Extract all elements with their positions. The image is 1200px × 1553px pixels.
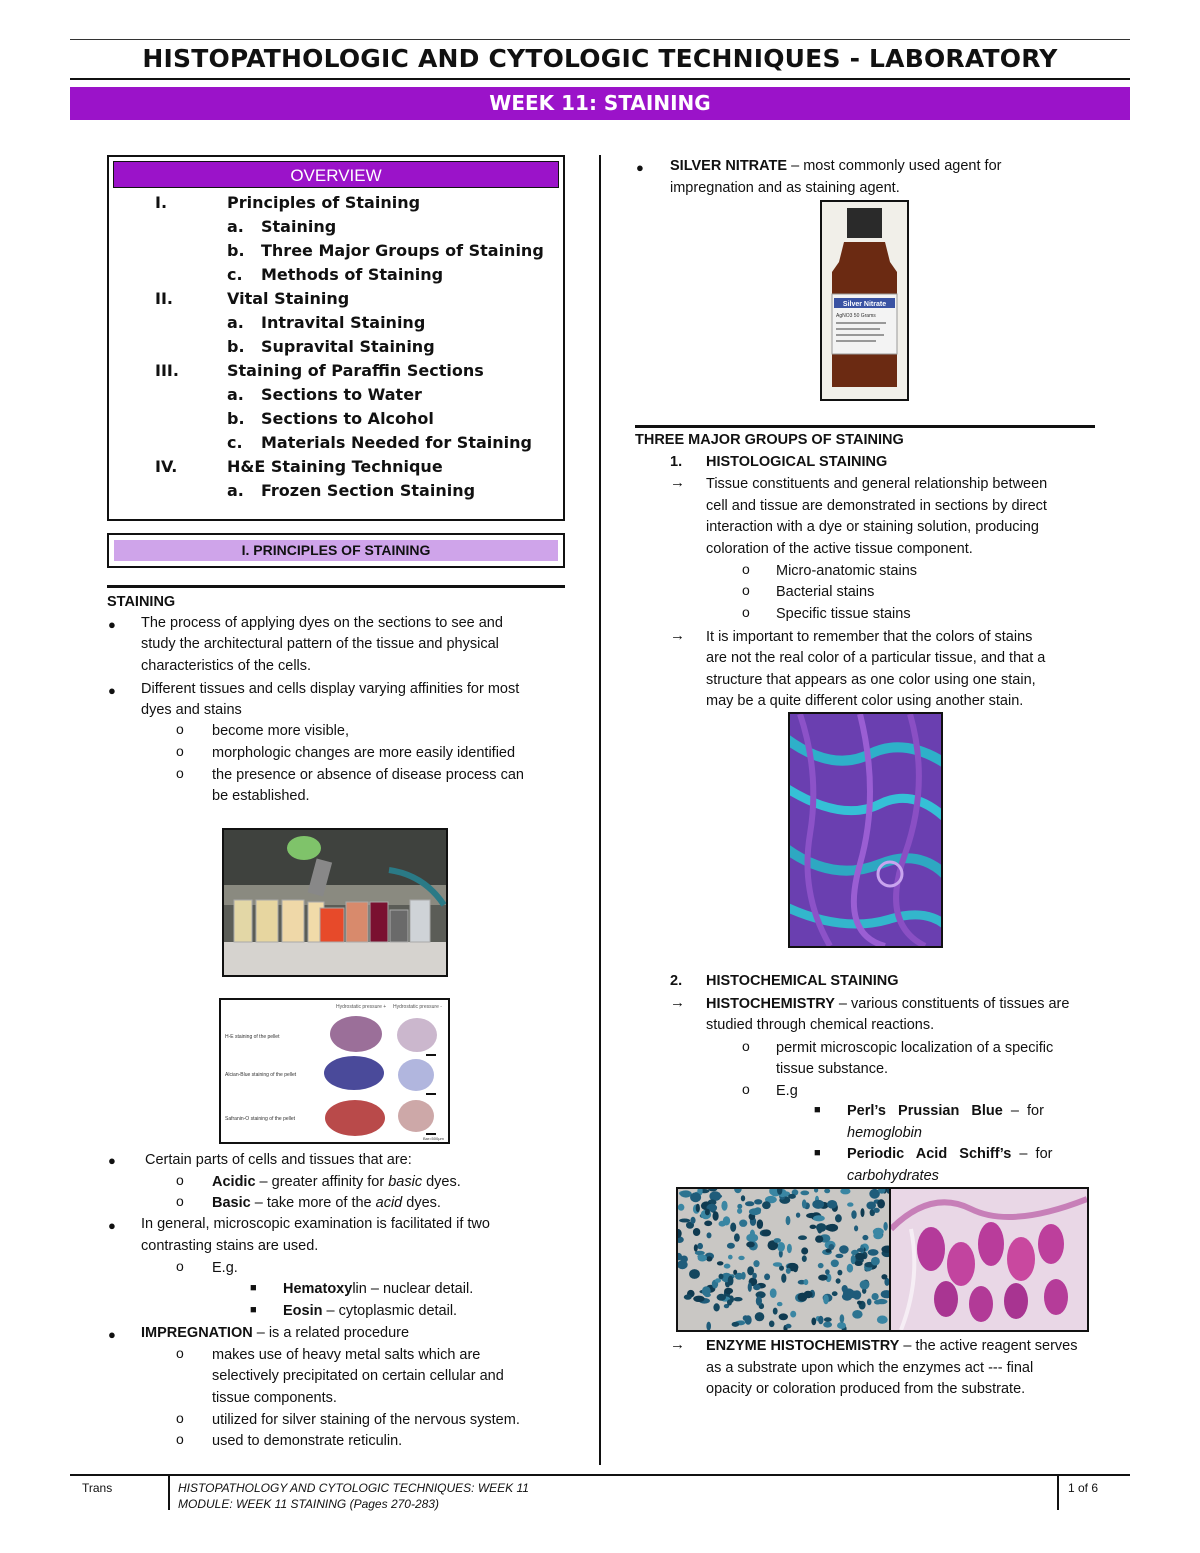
- histochemistry-text: HISTOCHEMISTRY – various constituents of tissues are: [706, 996, 1070, 1012]
- hematoxylin-text: Hematoxylin – nuclear detail.: [283, 1281, 474, 1297]
- overview-item-label: Principles of Staining: [227, 193, 421, 212]
- eg-text: E.g.: [212, 1260, 238, 1276]
- stained-cell: [847, 1264, 853, 1273]
- stained-cell: [752, 1273, 757, 1279]
- stained-cell: [785, 1324, 791, 1329]
- circle-bullet-icon: o: [742, 1081, 750, 1097]
- stained-cell: [694, 1244, 698, 1251]
- stained-cell: [796, 1213, 800, 1218]
- stained-cell: [815, 1235, 823, 1242]
- stained-cell: [844, 1289, 848, 1297]
- overview-item: [109, 359, 563, 383]
- stained-cell: [738, 1256, 744, 1260]
- stained-cell: [693, 1228, 700, 1236]
- circle-bullet-icon: o: [742, 604, 750, 620]
- overview-heading: OVERVIEW: [113, 161, 559, 188]
- stained-cell: [737, 1208, 742, 1214]
- pas-target: carbohydrates: [847, 1168, 939, 1184]
- sub-bullet-text: selectively precipitated on certain cellular and: [212, 1368, 504, 1384]
- stained-cell: [745, 1315, 752, 1325]
- stained-cell: [684, 1294, 692, 1299]
- sub-bullet-text: Micro-anatomic stains: [776, 563, 918, 579]
- stained-cell: [690, 1192, 701, 1202]
- bullet-text: In general, microscopic examination is facilitated if two: [141, 1216, 490, 1232]
- overview-item: [109, 263, 563, 287]
- sub-bullet-text: Bacterial stains: [776, 584, 875, 600]
- stained-cell: [800, 1191, 809, 1196]
- stained-cell: [835, 1214, 842, 1222]
- eg-text: E.g: [776, 1083, 798, 1099]
- stained-cell: [711, 1194, 722, 1199]
- stained-cell: [773, 1308, 778, 1315]
- section-heading-box: [107, 533, 565, 568]
- stained-cell: [881, 1274, 887, 1279]
- enzyme-text: ENZYME HISTOCHEMISTRY – the active reagent serves: [706, 1338, 1078, 1354]
- pas-micrograph: [889, 1187, 1089, 1332]
- stained-cell: [689, 1269, 700, 1279]
- stained-cell: [774, 1238, 781, 1243]
- stained-cell: [713, 1303, 719, 1311]
- bullet-text: Certain parts of cells and tissues that are:: [145, 1152, 412, 1168]
- stained-cell: [715, 1278, 721, 1283]
- pas-image: [891, 1189, 1087, 1330]
- stained-cell: [697, 1243, 703, 1249]
- note-text: It is important to remember that the colors of stains: [706, 629, 1033, 645]
- stained-cell: [804, 1291, 813, 1298]
- bullet-text: characteristics of the cells.: [141, 658, 312, 674]
- bullet-text: The process of applying dyes on the sections to see and: [141, 615, 503, 631]
- sub-bullet-text: become more visible,: [212, 723, 349, 739]
- stained-cell: [769, 1321, 775, 1328]
- stained-cell: [857, 1248, 864, 1252]
- bullet-icon: ●: [636, 160, 644, 175]
- stained-cell: [816, 1223, 826, 1232]
- overview-item-label: Methods of Staining: [261, 265, 444, 284]
- overview-item-number: c.: [227, 265, 243, 284]
- perls-target: hemoglobin: [847, 1125, 922, 1141]
- histological-text: cell and tissue are demonstrated in sections by direct: [706, 498, 1047, 514]
- stained-cell: [818, 1316, 823, 1325]
- overview-box: [107, 155, 565, 521]
- overview-item-number: a.: [227, 385, 244, 404]
- stained-cell: [854, 1225, 858, 1231]
- footer-divider: [168, 1476, 170, 1510]
- prussian-blue-image: [678, 1189, 889, 1330]
- stained-cell: [802, 1255, 807, 1262]
- stained-cell: [739, 1220, 747, 1227]
- stained-cell: [832, 1291, 838, 1296]
- overview-item-number: c.: [227, 433, 243, 452]
- pellet-label: Hydrostatic pressure +: [336, 1004, 387, 1010]
- right-arrow-icon: →: [670, 1336, 685, 1353]
- pellet-staining-image: [221, 1000, 448, 1142]
- stained-cell: [855, 1253, 866, 1260]
- perls-text: Perl’s Prussian Blue – for: [847, 1103, 1044, 1119]
- bottle-label: Silver Nitrate: [842, 301, 887, 308]
- stained-cell: [779, 1313, 788, 1320]
- circle-bullet-icon: o: [742, 582, 750, 598]
- circle-bullet-icon: o: [176, 1193, 184, 1209]
- list-number: 1.: [670, 454, 683, 470]
- stained-cell: [818, 1263, 824, 1268]
- stained-cell: [706, 1256, 712, 1261]
- stained-cell: [704, 1293, 711, 1297]
- sub-bullet-text: permit microscopic localization of a specific: [776, 1040, 1054, 1056]
- section-heading: I. PRINCIPLES OF STAINING: [114, 540, 558, 561]
- section-rule: [107, 585, 565, 588]
- three-groups-heading: THREE MAJOR GROUPS OF STAINING: [635, 432, 904, 448]
- overview-list: [109, 191, 563, 503]
- circle-bullet-icon: o: [176, 721, 184, 737]
- sub-bullet-text: be established.: [212, 788, 310, 804]
- stained-cell: [883, 1222, 887, 1231]
- pellet-label: Safranin-O staining of the pellet: [225, 1116, 296, 1122]
- bullet-icon: ●: [108, 1327, 116, 1342]
- histochemistry-text: studied through chemical reactions.: [706, 1017, 935, 1033]
- histological-text: coloration of the active tissue component.: [706, 541, 973, 557]
- overview-item-number: b.: [227, 409, 245, 428]
- stained-cell: [825, 1224, 837, 1231]
- overview-item: [109, 287, 563, 311]
- stained-cell: [825, 1269, 830, 1275]
- overview-item: [109, 431, 563, 455]
- stained-cell: [876, 1299, 887, 1304]
- square-bullet-icon: ■: [814, 1104, 821, 1116]
- pas-text: Periodic Acid Schiff’s – for: [847, 1146, 1053, 1162]
- overview-item-number: IV.: [155, 457, 178, 476]
- overview-item: [109, 215, 563, 239]
- column-divider: [599, 155, 601, 1465]
- footer-rule: [70, 1474, 1130, 1476]
- overview-item-label: H&E Staining Technique: [227, 457, 443, 476]
- stained-cell: [860, 1280, 870, 1289]
- enzyme-text: opacity or coloration produced from the substrate.: [706, 1381, 1026, 1397]
- prussian-blue-micrograph: [676, 1187, 891, 1332]
- page-number: 1 of 6: [1068, 1481, 1099, 1495]
- stained-cell: [734, 1233, 740, 1241]
- silver-nitrate-text: impregnation and as staining agent.: [670, 180, 900, 196]
- pellet-label: Hydrostatic pressure -: [393, 1004, 442, 1010]
- stained-cell: [728, 1276, 734, 1286]
- note-text: structure that appears as one color using one stain,: [706, 672, 1036, 688]
- stained-cell: [811, 1318, 816, 1326]
- stained-cell: [871, 1257, 880, 1266]
- stained-cell: [748, 1283, 752, 1292]
- stained-cell: [678, 1204, 684, 1211]
- stained-cell: [755, 1312, 765, 1321]
- footer-module: MODULE: WEEK 11 STAINING (Pages 270-283): [178, 1497, 439, 1511]
- stained-cell: [679, 1219, 690, 1223]
- document-title: HISTOPATHOLOGIC AND CYTOLOGIC TECHNIQUES - LABORATORY: [142, 44, 1058, 73]
- acidic-text: Acidic – greater affinity for basic dyes.: [212, 1174, 461, 1190]
- sub-bullet-text: Specific tissue stains: [776, 606, 911, 622]
- stained-cell: [868, 1249, 879, 1256]
- stained-cell: [847, 1202, 853, 1206]
- stained-cell: [727, 1299, 732, 1305]
- overview-item-label: Sections to Water: [261, 385, 422, 404]
- right-arrow-icon: →: [670, 994, 685, 1011]
- circle-bullet-icon: o: [176, 1172, 184, 1188]
- circle-bullet-icon: o: [176, 1410, 184, 1426]
- stained-cell: [855, 1261, 863, 1266]
- stained-cell: [757, 1219, 763, 1229]
- staining-jars-image: [224, 830, 446, 975]
- stained-cell: [762, 1201, 771, 1209]
- note-text: may be a quite different color using another stain.: [706, 693, 1024, 709]
- stained-cell: [839, 1245, 849, 1254]
- stained-cell: [764, 1274, 770, 1281]
- stained-cell: [680, 1190, 692, 1197]
- overview-item-label: Sections to Alcohol: [261, 409, 434, 428]
- footer-trans: Trans: [82, 1481, 113, 1495]
- bullet-icon: ●: [108, 683, 116, 698]
- stained-cell: [704, 1221, 712, 1227]
- sub-bullet-text: the presence or absence of disease process can: [212, 767, 524, 783]
- stained-cell: [836, 1278, 841, 1283]
- micrograph-image: [790, 714, 941, 946]
- stained-cell: [877, 1199, 885, 1208]
- circle-bullet-icon: o: [176, 765, 184, 781]
- stained-cell: [786, 1268, 791, 1274]
- stained-cell: [818, 1275, 827, 1281]
- bottle-image: [822, 202, 907, 399]
- stained-cell: [861, 1208, 865, 1217]
- stained-cell: [813, 1215, 825, 1221]
- stained-cell: [735, 1273, 743, 1280]
- overview-item-number: I.: [155, 193, 168, 212]
- stained-cell: [733, 1297, 742, 1301]
- stained-cell: [827, 1200, 837, 1209]
- overview-item-label: Vital Staining: [227, 289, 350, 308]
- sub-bullet-text: utilized for silver staining of the nervous system.: [212, 1412, 520, 1428]
- stained-cell: [698, 1255, 707, 1262]
- stained-cell: [713, 1211, 719, 1221]
- bottle-sublabel: AgNO3 50 Grams: [836, 313, 876, 319]
- overview-item-label: Intravital Staining: [261, 313, 426, 332]
- stained-cell: [840, 1314, 845, 1323]
- square-bullet-icon: ■: [814, 1147, 821, 1159]
- top-rule: [70, 39, 1130, 40]
- circle-bullet-icon: o: [176, 1258, 184, 1274]
- sub-bullet-text: used to demonstrate reticulin.: [212, 1433, 403, 1449]
- stained-cell: [801, 1247, 808, 1254]
- circle-bullet-icon: o: [742, 1038, 750, 1054]
- bullet-text: dyes and stains: [141, 702, 242, 718]
- circle-bullet-icon: o: [176, 743, 184, 759]
- stained-cell: [872, 1293, 879, 1300]
- bullet-icon: ●: [108, 1218, 116, 1233]
- list-number: 2.: [670, 973, 683, 989]
- sub-bullet-text: tissue substance.: [776, 1061, 889, 1077]
- overview-item-number: b.: [227, 241, 245, 260]
- staining-jars-photo: [222, 828, 448, 977]
- circle-bullet-icon: o: [176, 1345, 184, 1361]
- stained-cell: [777, 1302, 783, 1306]
- stained-cell: [730, 1223, 736, 1232]
- pellet-label: Bar=500μm: [423, 1136, 444, 1141]
- silver-nitrate-bottle-photo: [820, 200, 909, 401]
- overview-item-label: Frozen Section Staining: [261, 481, 476, 500]
- stained-cell: [732, 1322, 740, 1327]
- stained-cell: [862, 1235, 868, 1240]
- pellet-label: H-E staining of the pellet: [225, 1034, 280, 1040]
- basic-text: Basic – take more of the acid dyes.: [212, 1195, 441, 1211]
- enzyme-text: as a substrate upon which the enzymes act --- final: [706, 1360, 1034, 1376]
- stained-cell: [719, 1221, 726, 1227]
- stained-cell: [693, 1296, 704, 1302]
- stained-cell: [857, 1301, 862, 1305]
- overview-item-number: a.: [227, 217, 244, 236]
- stained-cell: [746, 1242, 755, 1248]
- pellet-label: Alcian-Blue staining of the pellet: [225, 1072, 297, 1078]
- stained-cell: [835, 1254, 843, 1258]
- stained-cell: [852, 1310, 862, 1319]
- stained-cell: [707, 1232, 712, 1238]
- stained-cell: [724, 1264, 731, 1269]
- overview-item: [109, 455, 563, 479]
- stained-cell: [717, 1261, 724, 1265]
- overview-item: [109, 239, 563, 263]
- stained-cell: [823, 1295, 829, 1305]
- stained-cell: [746, 1234, 758, 1243]
- eosin-text: Eosin – cytoplasmic detail.: [283, 1303, 458, 1319]
- stained-cell: [728, 1255, 733, 1260]
- bullet-text: Different tissues and cells display varying affinities for most: [141, 681, 520, 697]
- stained-cell: [717, 1294, 726, 1301]
- stained-cell: [851, 1210, 856, 1219]
- stained-cell: [705, 1209, 710, 1216]
- sub-bullet-text: morphologic changes are more easily identified: [212, 745, 516, 761]
- bullet-text: contrasting stains are used.: [141, 1238, 319, 1254]
- overview-item: [109, 191, 563, 215]
- stained-cell: [831, 1260, 839, 1268]
- overview-item-label: Three Major Groups of Staining: [261, 241, 544, 260]
- stained-cell: [756, 1296, 762, 1305]
- overview-item: [109, 479, 563, 503]
- stained-cell: [770, 1288, 777, 1298]
- footer-divider: [1057, 1476, 1059, 1510]
- footer-course: HISTOPATHOLOGY AND CYTOLOGIC TECHNIQUES: WEEK 11: [178, 1481, 529, 1495]
- circle-bullet-icon: o: [742, 561, 750, 577]
- bullet-icon: ●: [108, 617, 116, 632]
- sub-bullet-text: makes use of heavy metal salts which are: [212, 1347, 481, 1363]
- stained-cell: [804, 1279, 809, 1285]
- overview-item: [109, 335, 563, 359]
- stained-cell: [721, 1201, 727, 1211]
- overview-item: [109, 383, 563, 407]
- stained-cell: [749, 1208, 761, 1215]
- histological-text: interaction with a dye or staining solution, producing: [706, 519, 1039, 535]
- stained-cell: [781, 1274, 786, 1283]
- overview-item-label: Materials Needed for Staining: [261, 433, 532, 452]
- pellet-staining-figure: [219, 998, 450, 1144]
- overview-item-number: b.: [227, 337, 245, 356]
- week-banner: WEEK 11: STAINING: [70, 87, 1130, 120]
- staining-label: STAINING: [107, 594, 176, 610]
- overview-item-number: a.: [227, 481, 244, 500]
- title-rule: [70, 78, 1130, 80]
- impregnation-text: IMPREGNATION – is a related procedure: [141, 1325, 410, 1341]
- stained-cell: [873, 1208, 879, 1213]
- right-arrow-icon: →: [670, 627, 685, 644]
- stained-cell: [724, 1288, 733, 1294]
- stained-cell: [690, 1217, 695, 1224]
- stained-cell: [867, 1299, 872, 1306]
- stained-cell: [762, 1229, 771, 1236]
- stained-cell: [745, 1201, 754, 1206]
- section-rule: [635, 425, 1095, 428]
- stained-cell: [837, 1270, 842, 1276]
- overview-item-label: Staining: [261, 217, 337, 236]
- overview-item: [109, 407, 563, 431]
- overview-item-number: II.: [155, 289, 173, 308]
- note-text: are not the real color of a particular tissue, and that a: [706, 650, 1046, 666]
- histological-text: Tissue constituents and general relationship between: [706, 476, 1048, 492]
- stained-cell: [753, 1284, 760, 1290]
- silver-nitrate-text: SILVER NITRATE – most commonly used agent for: [670, 158, 1002, 174]
- overview-item-number: a.: [227, 313, 244, 332]
- stained-cell: [810, 1225, 817, 1229]
- stained-cell: [696, 1204, 700, 1212]
- stained-cell: [829, 1244, 835, 1250]
- stained-cell: [873, 1232, 883, 1239]
- stained-cell: [837, 1322, 846, 1329]
- stained-cell: [790, 1311, 796, 1318]
- histological-title: HISTOLOGICAL STAINING: [706, 454, 888, 470]
- histological-stain-micrograph: [788, 712, 943, 948]
- square-bullet-icon: ■: [250, 1282, 257, 1294]
- right-arrow-icon: →: [670, 474, 685, 491]
- overview-item-label: Staining of Paraffin Sections: [227, 361, 484, 380]
- overview-item-label: Supravital Staining: [261, 337, 435, 356]
- stained-cell: [798, 1235, 807, 1240]
- stained-cell: [777, 1242, 785, 1252]
- stained-cell: [773, 1262, 782, 1267]
- bullet-text: study the architectural pattern of the tissue and physical: [141, 636, 499, 652]
- overview-item: [109, 311, 563, 335]
- stained-cell: [802, 1199, 807, 1208]
- stained-cell: [741, 1195, 745, 1201]
- stained-cell: [877, 1316, 888, 1324]
- stained-cell: [824, 1317, 832, 1322]
- stained-cell: [754, 1199, 762, 1204]
- stained-cell: [753, 1260, 759, 1267]
- circle-bullet-icon: o: [176, 1431, 184, 1447]
- bullet-icon: ●: [108, 1153, 116, 1168]
- overview-item-number: III.: [155, 361, 179, 380]
- stained-cell: [823, 1322, 832, 1328]
- stained-cell: [788, 1194, 796, 1199]
- square-bullet-icon: ■: [250, 1304, 257, 1316]
- stained-cell: [787, 1244, 792, 1253]
- stained-cell: [727, 1243, 735, 1249]
- sub-bullet-text: tissue components.: [212, 1390, 337, 1406]
- stained-cell: [786, 1216, 791, 1225]
- stained-cell: [812, 1200, 824, 1209]
- histochemical-title: HISTOCHEMICAL STAINING: [706, 973, 899, 989]
